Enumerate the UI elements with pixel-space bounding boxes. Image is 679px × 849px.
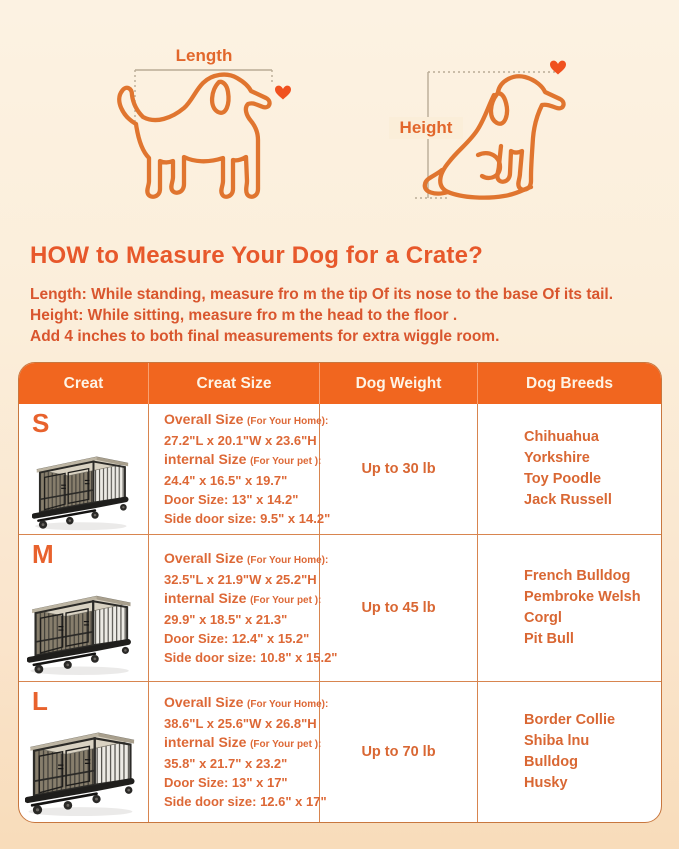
intro-text [30, 284, 613, 347]
size-letter: S [32, 408, 50, 438]
dog-weight-cell: Up to 45 lb [320, 535, 478, 681]
sitting-dog-outline [497, 76, 563, 189]
heart-icon [275, 86, 291, 100]
internal-dimensions: 29.9" x 18.5" x 21.3" [164, 612, 288, 627]
size-letter: L [32, 686, 48, 716]
side-door-size: Side door size: 12.6" x 17" [164, 794, 327, 809]
overall-dimensions: 32.5"L x 21.9"W x 25.2"H [164, 572, 317, 587]
heart-icon [550, 61, 566, 75]
length-label: Length [175, 46, 233, 65]
header-dog-weight: Dog Weight [320, 363, 478, 404]
overall-dimensions: 27.2"L x 20.1"W x 23.6"H [164, 433, 317, 448]
dog-breeds-cell [478, 682, 661, 822]
creat-size-cell [149, 404, 331, 534]
overall-size-note: (For Your Home): [247, 416, 329, 427]
breed-name: Chihuahua [524, 429, 599, 445]
dog-weight-cell: Up to 70 lb [320, 682, 478, 822]
breed-name: Pit Bull [524, 631, 574, 647]
dog-weight-cell: Up to 30 lb [320, 404, 478, 534]
page-title: HOW to Measure Your Dog for a Crate? [30, 242, 484, 269]
internal-dimensions: 24.4" x 16.5" x 19.7" [164, 473, 288, 488]
internal-size-note: (For Your pet ): [250, 456, 322, 467]
dog-ear [212, 82, 228, 113]
internal-dimensions: 35.8" x 21.7" x 23.2" [164, 756, 288, 771]
crate-photo-m [27, 579, 139, 676]
table-header-row [19, 363, 661, 404]
intro-line-height: Height: While sitting, measure fro m the head to the floor . [30, 307, 458, 324]
header-creat-size: Creat Size [149, 363, 320, 404]
table-row-s [19, 404, 661, 534]
header-dog-breeds: Dog Breeds [526, 374, 613, 392]
crate-photo-s [32, 441, 136, 531]
breed-name: Jack Russell [524, 492, 612, 508]
overall-size-label: Overall Size [164, 694, 244, 710]
breed-name: Yorkshire [524, 450, 590, 466]
table-row-l [19, 681, 661, 822]
breed-name: Toy Poodle [524, 471, 602, 487]
breed-name: Husky [524, 775, 568, 791]
table-row-m [19, 534, 661, 681]
creat-size-cell [149, 535, 338, 681]
dog-breeds-cell [478, 535, 661, 681]
crate-size-table [18, 362, 662, 823]
creat-size-cell [149, 682, 329, 822]
intro-line-length: Length: While standing, measure fro m the tip Of its nose to the base Of its tail. [30, 286, 614, 303]
door-size: Door Size: 13" x 14.2" [164, 492, 299, 507]
creat-cell [19, 535, 149, 681]
door-size: Door Size: 13" x 17" [164, 775, 288, 790]
overall-size-note: (For Your Home): [247, 699, 329, 710]
internal-size-note: (For Your pet ): [250, 739, 322, 750]
breed-name: Corgl [524, 610, 562, 626]
breed-name: Bulldog [524, 754, 578, 770]
dog-haunch [478, 153, 500, 178]
overall-size-note: (For Your Home): [247, 555, 329, 566]
internal-size-label: internal Size [164, 590, 247, 606]
overall-size-label: Overall Size [164, 411, 244, 427]
breed-name: Pembroke Welsh [524, 589, 641, 605]
dog-breeds-cell [478, 404, 661, 534]
height-label: Height [389, 117, 463, 139]
overall-dimensions: 38.6"L x 25.6"W x 26.8"H [164, 716, 317, 731]
overall-size-label: Overall Size [164, 550, 244, 566]
creat-cell [19, 404, 149, 534]
size-letter: M [32, 539, 54, 569]
creat-cell [19, 682, 149, 822]
breed-name: Shiba lnu [524, 733, 590, 749]
breed-name: French Bulldog [524, 568, 631, 584]
side-door-size: Side door size: 9.5" x 14.2" [164, 511, 331, 526]
internal-size-label: internal Size [164, 451, 247, 467]
side-door-size: Side door size: 10.8" x 15.2" [164, 650, 338, 665]
internal-size-label: internal Size [164, 734, 247, 750]
crate-photo-l [25, 715, 143, 817]
standing-dog-outline [119, 75, 269, 197]
intro-line-wiggle: Add 4 inches to both final measurements for extra wiggle room. [30, 328, 500, 345]
door-size: Door Size: 12.4" x 15.2" [164, 631, 310, 646]
header-creat: Creat [19, 363, 149, 404]
standing-dog-length-diagram [95, 45, 300, 215]
breed-name: Border Collie [524, 712, 616, 728]
internal-size-note: (For Your pet ): [250, 595, 322, 606]
